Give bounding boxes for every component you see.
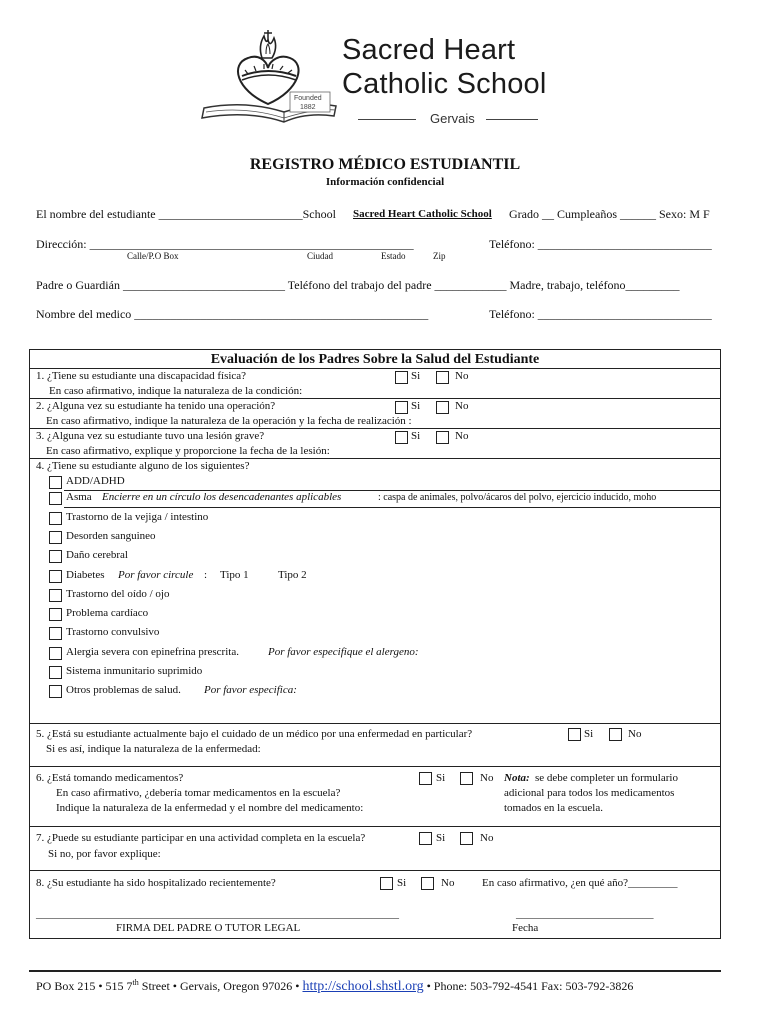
asthma-triggers: : caspa de animales, polvo/ácaros del polvo, ejercicio inducido, moho <box>378 492 657 503</box>
divider-q5 <box>29 766 721 767</box>
allergy-label: Alergia severa con epinefrina prescrita. <box>66 646 239 658</box>
other-note: Por favor especifica: <box>204 684 297 696</box>
asthma-checkbox[interactable] <box>49 492 62 505</box>
question-5: 5. ¿Está su estudiante actualmente bajo el cuidado de un médico por una enfermedad en particular? <box>36 728 473 740</box>
other-checkbox[interactable] <box>49 685 62 698</box>
footer-address-pre: PO Box 215 • 515 7 <box>36 979 133 993</box>
logo-founded-year: 1882 <box>300 104 316 111</box>
q6-no-label: No <box>480 772 494 784</box>
immune-label: Sistema inmunitario suprimido <box>66 665 203 677</box>
divider-q4 <box>29 723 721 724</box>
q2-no-checkbox[interactable] <box>436 401 449 414</box>
date-line[interactable]: _________________________ <box>516 908 654 920</box>
address-sub-street: Calle/P.O Box <box>127 251 179 261</box>
q7-yes-label: Si <box>436 832 446 844</box>
question-1: 1. ¿Tiene su estudiante una discapacidad física? <box>36 370 247 382</box>
q5-yes-label: Si <box>584 728 594 740</box>
question-4: 4. ¿Tiene su estudiante alguno de los siguientes? <box>36 460 250 472</box>
footer-rule <box>29 970 721 972</box>
ear-eye-checkbox[interactable] <box>49 589 62 602</box>
q8-yes-label: Si <box>397 877 407 889</box>
address-phone-field[interactable]: Teléfono: _____________________________ <box>489 237 712 251</box>
diabetes-type1[interactable]: Tipo 1 <box>220 569 249 581</box>
section-heading: Evaluación de los Padres Sobre la Salud del Estudiante <box>210 352 540 367</box>
q2-no-label: No <box>455 400 469 412</box>
q5-yes-checkbox[interactable] <box>568 728 581 741</box>
q6-note-line3: tomados en la escuela. <box>504 802 603 814</box>
q2-yes-checkbox[interactable] <box>395 401 408 414</box>
divider-q1 <box>29 398 721 399</box>
brain-checkbox[interactable] <box>49 550 62 563</box>
cardiac-checkbox[interactable] <box>49 608 62 621</box>
diabetes-label: Diabetes <box>66 569 105 581</box>
diabetes-colon: : <box>204 569 208 581</box>
q6-note-label: Nota: <box>504 772 530 784</box>
q6-note-line2: adicional para todos los medicamentos <box>504 787 675 799</box>
blood-label: Desorden sanguineo <box>66 530 156 542</box>
bladder-checkbox[interactable] <box>49 512 62 525</box>
footer-address-post: Street • Gervais, Oregon 97026 • <box>138 979 303 993</box>
question-8: 8. ¿Su estudiante ha sido hospitalizado recientemente? <box>36 877 276 889</box>
diabetes-note: Por favor circule <box>118 569 194 581</box>
other-label: Otros problemas de salud. <box>66 684 181 696</box>
q8-no-checkbox[interactable] <box>421 877 434 890</box>
address-sub-city: Ciudad <box>307 251 333 261</box>
school-logo <box>196 30 556 130</box>
asthma-note: Encierre en un círculo los desencadenantes aplicables <box>102 491 342 503</box>
divider-asthma <box>64 507 721 508</box>
q6-no-checkbox[interactable] <box>460 772 473 785</box>
school-name-value: Sacred Heart Catholic School <box>353 208 492 220</box>
signature-line[interactable]: __________________________________________________________________ <box>36 908 399 920</box>
diabetes-type2[interactable]: Tipo 2 <box>278 569 307 581</box>
q3-yes-checkbox[interactable] <box>395 431 408 444</box>
doctor-name-field[interactable]: Nombre del medico _________________________________________________ <box>36 307 429 321</box>
doctor-phone-field[interactable]: Teléfono: _____________________________ <box>489 307 712 321</box>
question-7: 7. ¿Puede su estudiante participar en una actividad completa en la escuela? <box>36 832 366 844</box>
q8-no-label: No <box>441 877 455 889</box>
divider-heading <box>29 368 721 369</box>
question-3: 3. ¿Alguna vez su estudiante tuvo una lesión grave? <box>36 430 265 442</box>
q5-no-checkbox[interactable] <box>609 728 622 741</box>
q1-yes-label: Si <box>411 370 421 382</box>
q6-note-line1: se debe completer un formulario <box>535 772 678 784</box>
q1-no-label: No <box>455 370 469 382</box>
diabetes-checkbox[interactable] <box>49 570 62 583</box>
seizure-checkbox[interactable] <box>49 627 62 640</box>
ear-eye-label: Trastorno del oído / ojo <box>66 588 170 600</box>
allergy-note: Por favor especifique el alergeno: <box>268 646 419 658</box>
form-title: REGISTRO MÉDICO ESTUDIANTIL <box>249 156 521 173</box>
student-name-field[interactable]: El nombre del estudiante ________________________School <box>36 207 336 221</box>
question-6-sub2: Indique la naturaleza de la enfermedad y el nombre del medicamento: <box>56 802 364 814</box>
question-6: 6. ¿Está tomando medicamentos? <box>36 772 184 784</box>
q1-no-checkbox[interactable] <box>436 371 449 384</box>
q6-yes-label: Si <box>436 772 446 784</box>
adhd-checkbox[interactable] <box>49 476 62 489</box>
asthma-label: Asma <box>66 491 92 503</box>
form-subtitle: Información confidencial <box>325 176 445 188</box>
divider-q3 <box>29 458 721 459</box>
question-7-sub: Si no, por favor explique: <box>48 848 161 860</box>
logo-school-name-line2: Catholic School <box>342 68 547 100</box>
logo-founded-label: Founded <box>294 95 322 102</box>
logo-rule-left <box>358 119 416 120</box>
q5-no-label: No <box>628 728 642 740</box>
adhd-label: ADD/ADHD <box>66 475 125 487</box>
sacred-heart-book-emblem <box>196 30 346 130</box>
cardiac-label: Problema cardíaco <box>66 607 149 619</box>
address-field[interactable]: Dirección: ______________________________________________________ <box>36 237 414 251</box>
question-1-sub: En caso afirmativo, indique la naturaleza de la condición: <box>49 385 303 397</box>
immune-checkbox[interactable] <box>49 666 62 679</box>
q7-no-label: No <box>480 832 494 844</box>
question-5-sub: Si es así, indique la naturaleza de la enfermedad: <box>46 743 261 755</box>
q3-no-label: No <box>455 430 469 442</box>
logo-town: Gervais <box>430 111 475 126</box>
divider-q2 <box>29 428 721 429</box>
divider-q6 <box>29 826 721 827</box>
divider-q7 <box>29 870 721 871</box>
q3-no-checkbox[interactable] <box>436 431 449 444</box>
logo-rule-right <box>486 119 538 120</box>
logo-school-name-line1: Sacred Heart <box>342 34 516 66</box>
q7-yes-checkbox[interactable] <box>419 832 432 845</box>
guardian-field[interactable]: Padre o Guardián ___________________________ Teléfono del trabajo del padre ____________ Madre, trabajo, teléfono_________ <box>36 278 680 292</box>
brain-label: Daño cerebral <box>66 549 128 561</box>
date-label: Fecha <box>512 922 539 934</box>
q8-year-field[interactable]: En caso afirmativo, ¿en qué año?_________ <box>482 877 678 889</box>
address-sub-state: Estado <box>381 251 406 261</box>
q6-yes-checkbox[interactable] <box>419 772 432 785</box>
footer-contact <box>36 978 633 995</box>
footer-address-sup: th <box>132 978 139 987</box>
allergy-checkbox[interactable] <box>49 647 62 660</box>
q1-yes-checkbox[interactable] <box>395 371 408 384</box>
q2-yes-label: Si <box>411 400 421 412</box>
seizure-label: Trastorno convulsivo <box>66 626 160 638</box>
q3-yes-label: Si <box>411 430 421 442</box>
question-3-sub: En caso afirmativo, explique y proporcione la fecha de la lesión: <box>46 445 330 457</box>
footer-phones: • Phone: 503-792-4541 Fax: 503-792-3826 <box>423 979 634 993</box>
q8-yes-checkbox[interactable] <box>380 877 393 890</box>
bladder-label: Trastorno de la vejiga / intestino <box>66 511 209 523</box>
signature-label: FIRMA DEL PADRE O TUTOR LEGAL <box>116 922 301 934</box>
q7-no-checkbox[interactable] <box>460 832 473 845</box>
grade-birthday-sex-field[interactable]: Grado __ Cumpleaños ______ Sexo: M F <box>509 207 710 221</box>
blood-checkbox[interactable] <box>49 531 62 544</box>
question-2: 2. ¿Alguna vez su estudiante ha tenido una operación? <box>36 400 276 412</box>
question-6-sub1: En caso afirmativo, ¿debería tomar medicamentos en la escuela? <box>56 787 341 799</box>
question-2-sub: En caso afirmativo, indique la naturaleza de la operación y la fecha de realización : <box>46 415 412 427</box>
footer-website-link[interactable]: http://school.shstl.org <box>302 979 424 994</box>
address-sub-zip: Zip <box>433 251 446 261</box>
